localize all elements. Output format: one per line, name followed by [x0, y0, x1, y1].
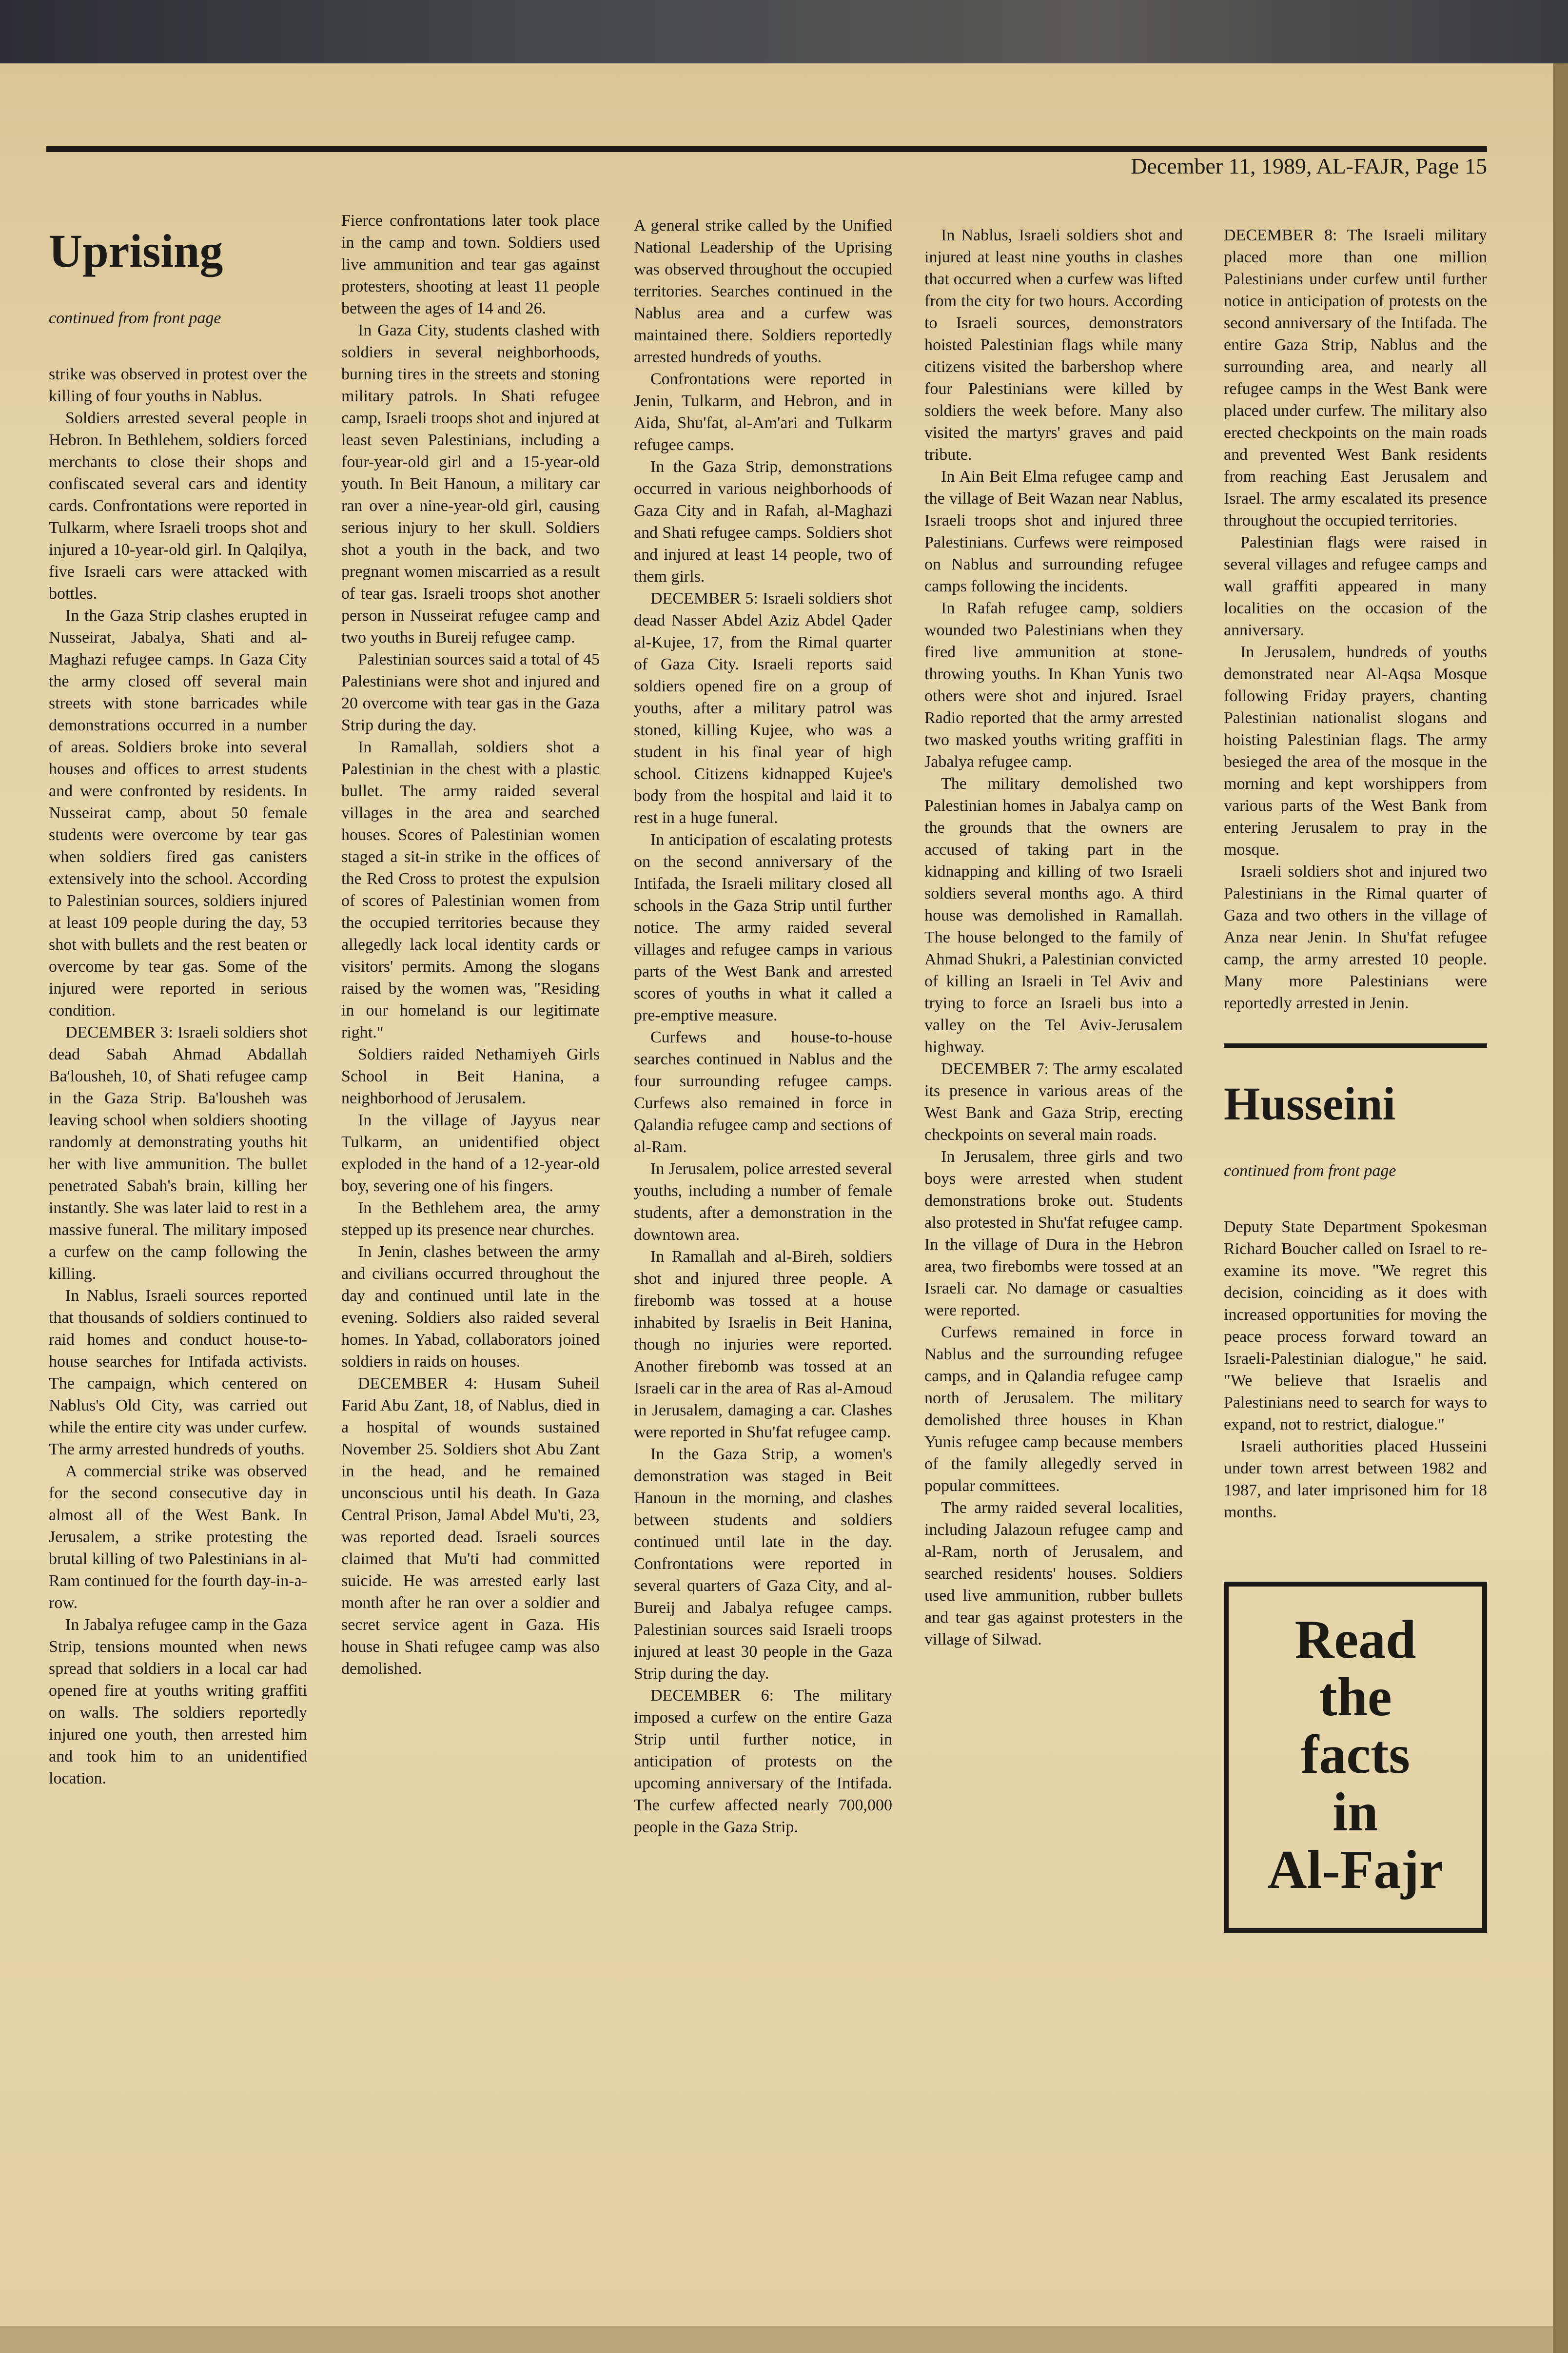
article-paragraph: The army raided several localities, including Jalazoun refugee camp and al-Ram, north of Jerusalem, and searched residents' houses. Soldiers used live ammunition, rubber bullets and tear gas against protesters in the village of Silwad.	[924, 1499, 1183, 1648]
article-paragraph: Palestinian flags were raised in several villages and refugee camps and wall graffiti appeared in many localities on the occasion of the anniversary.	[1224, 533, 1487, 639]
promo-line: the	[1319, 1667, 1392, 1727]
article-paragraph: DECEMBER 4: Husam Suheil Farid Abu Zant, 18, of Nablus, died in a hospital of wounds sustained November 25. Soldiers shot Abu Zant in the head, and he remained unconscious until his death. In Gaza Central Prison, Jamal Abdel Mu'ti, 23, was reported dead. Israeli sources claimed that Mu'ti had committed suicide. He was arrested early last month after he ran over a soldier and secret service agent in Gaza. His house in Shati refugee camp was also demolished.	[341, 1374, 600, 1678]
article-paragraph: A commercial strike was observed for the second consecutive day in almost all of the West Bank. In Jerusalem, a strike protesting the brutal killing of two Palestinians in al-Ram continued for the fourth day-in-a-row.	[49, 1462, 307, 1612]
article-paragraph: In Jerusalem, hundreds of youths demonstrated near Al-Aqsa Mosque following Friday prayers, chanting Palestinian nationalist slogans and hoisting Palestinian flags. The army besieged the area of the mosque in the morning and kept worshippers from various parts of the West Bank from entering Jerusalem to pray in the mosque.	[1224, 643, 1487, 859]
header-rule	[46, 146, 1487, 152]
article-paragraph: DECEMBER 6: The military imposed a curfew on the entire Gaza Strip until further notice, in anticipation of protests on the upcoming anniversary of the Intifada. The curfew affected nearly 700,000 people in the Gaza Strip.	[634, 1686, 892, 1836]
article-paragraph: In Jabalya refugee camp in the Gaza Strip, tensions mounted when news spread that soldiers in a local car had opened fire at youths writing graffiti on walls. The soldiers reportedly injured one youth, then arrested him and took him to an unidentified location.	[49, 1616, 307, 1787]
article-paragraph: The military demolished two Palestinian homes in Jabalya camp on the grounds that the owners are accused of taking part in the kidnapping and killing of two Israeli soldiers several months ago. A third house was demolished in Ramallah. The house belonged to the family of Ahmad Shukri, a Palestinian convicted of killing an Israeli in Tel Aviv and trying to force an Israeli bus into a valley on the Tel Aviv-Jerusalem highway.	[924, 775, 1183, 1056]
article-paragraph: Fierce confrontations later took place in the camp and town. Soldiers used live ammunition and tear gas against protesters, shooting at least 11 people between the ages of 14 and 26.	[341, 212, 600, 317]
article-paragraph: DECEMBER 7: The army escalated its presence in various areas of the West Bank and Gaza Strip, erecting checkpoints on several main roads.	[924, 1060, 1183, 1144]
section-divider	[1224, 1043, 1487, 1048]
article-paragraph: In the Bethlehem area, the army stepped up its presence near churches.	[341, 1199, 600, 1239]
promo-line: Read	[1294, 1609, 1416, 1670]
article-paragraph: strike was observed in protest over the killing of four youths in Nablus.	[49, 365, 307, 405]
article-paragraph: In Gaza City, students clashed with soldiers in several neighborhoods, burning tires in the streets and stoning military patrols. In Shati refugee camp, Israeli troops shot and injured at least seven Palestinians, including a four-year-old girl and a 15-year-old youth. In Beit Hanoun, a military car ran over a nine-year-old girl, causing serious injury to her skull. Soldiers shot a youth in the back, and two pregnant women miscarried as a result of tear gas. Israeli troops shot another person in Nusseirat refugee camp and two youths in Bureij refugee camp.	[341, 321, 600, 647]
promo-line: facts	[1301, 1725, 1410, 1785]
article-paragraph: In Ramallah and al-Bireh, soldiers shot and injured three people. A firebomb was tossed at a house inhabited by Israelis in Beit Hanina, though no injuries were reported. Another firebomb was tossed at an Israeli car in the area of Ras al-Amoud in Jerusalem, damaging a car. Clashes were reported in Shu'fat refugee camp.	[634, 1248, 892, 1441]
article-paragraph: Curfews remained in force in Nablus and the surrounding refugee camps, and in Qalandia refugee camp north of Jerusalem. The military demolished three houses in Khan Yunis refugee camp because members of the family allegedly served in popular committees.	[924, 1323, 1183, 1495]
article-paragraph: Confrontations were reported in Jenin, Tulkarm, and Hebron, and in Aida, Shu'fat, al-Am'ari and Tulkarm refugee camps.	[634, 370, 892, 454]
article-paragraph: In the Gaza Strip, a women's demonstration was staged in Beit Hanoun in the morning, and clashes between students and soldiers continued until late in the day. Confrontations were reported in several quarters of Gaza City, and al-Bureij and Jabalya refugee camps. Palestinian sources said Israeli troops injured at least 30 people in the Gaza Strip during the day.	[634, 1445, 892, 1683]
article-paragraph: DECEMBER 8: The Israeli military placed more than one million Palestinians under curfew until further notice in anticipation of protests on the second anniversary of the Intifada. The entire Gaza Strip, Nablus and the surrounding area, and nearly all refugee camps in the West Bank were placed under curfew. The military also erected checkpoints on the main roads and prevented West Bank residents from reaching East Jerusalem and Israel. The army escalated its presence throughout the occupied territories.	[1224, 226, 1487, 529]
article-paragraph: DECEMBER 3: Israeli soldiers shot dead Sabah Ahmad Abdallah Ba'lousheh, 10, of Shati refugee camp in the Gaza Strip. Ba'lousheh was leaving school when soldiers shooting randomly at demonstrating youths hit her with live ammunition. The bullet penetrated Sabah's brain, killing her instantly. She was later laid to rest in a massive funeral. The military imposed a curfew on the camp following the killing.	[49, 1023, 307, 1283]
article-paragraph: In Jerusalem, three girls and two boys were arrested when student demonstrations broke out. Students also protested in Shu'fat refugee camp. In the village of Dura in the Hebron area, two firebombs were tossed at an Israeli car. No damage or casualties were reported.	[924, 1148, 1183, 1319]
uprising-headline: Uprising	[49, 225, 223, 277]
article-paragraph: DECEMBER 5: Israeli soldiers shot dead Nasser Abdel Aziz Abdel Qader al-Kujee, 17, from the Rimal quarter of Gaza City. Israeli reports said soldiers opened fire on a group of youths, after a military patrol was stoned, killing Kujee, who was a student in his final year of high school. Citizens kidnapped Kujee's body from the hospital and laid it to rest in a huge funeral.	[634, 589, 892, 827]
article-paragraph: In Jerusalem, police arrested several youths, including a number of female students, after a demonstration in the downtown area.	[634, 1160, 892, 1244]
page-binding-edge	[1553, 63, 1568, 2353]
article-paragraph: Deputy State Department Spokesman Richard Boucher called on Israel to re-examine its move. "We regret this decision, coinciding as it does with increased opportunities for moving the peace process forward toward an Israeli-Palestinian dialogue," he said. "We believe that Israelis and Palestinians need to search for ways to expand, not to restrict, dialogue."	[1224, 1218, 1487, 1433]
article-paragraph: In Ramallah, soldiers shot a Palestinian in the chest with a plastic bullet. The army raided several villages in the area and searched houses. Scores of Palestinian women staged a sit-in strike in the offices of the Red Cross to protest the expulsion of scores of Palestinian women from the occupied territories because they allegedly lack local identity cards or visitors' permits. Among the slogans raised by the women was, "Residing in our homeland is our legitimate right."	[341, 738, 600, 1041]
page-bottom-edge	[0, 2326, 1553, 2353]
article-paragraph: In Jenin, clashes between the army and civilians occurred throughout the day and continued until late in the evening. Soldiers also raided several homes. In Yabad, collaborators joined soldiers in raids on houses.	[341, 1243, 600, 1371]
husseini-continued-note: continued from front page	[1224, 1162, 1396, 1180]
column-3	[634, 215, 892, 1838]
article-paragraph: A general strike called by the Unified National Leadership of the Uprising was observed throughout the occupied territories. Searches continued in the Nablus area and a curfew was maintained there. Soldiers reportedly arrested hundreds of youths.	[634, 216, 892, 366]
article-paragraph: Palestinian sources said a total of 45 Palestinians were shot and injured and 20 overcome with tear gas in the Gaza Strip during the day.	[341, 650, 600, 734]
article-paragraph: In the Gaza Strip, demonstrations occurred in various neighborhoods of Gaza City and in Rafah, al-Maghazi and Shati refugee camps. Soldiers shot and injured at least 14 people, two of them girls.	[634, 458, 892, 586]
column-2	[341, 210, 600, 1680]
article-paragraph: Soldiers raided Nethamiyeh Girls School in Beit Hanina, a neighborhood of Jerusalem.	[341, 1045, 600, 1107]
article-paragraph: In Nablus, Israeli soldiers shot and injured at least nine youths in clashes that occurred when a curfew was lifted from the city for two hours. According to Israeli sources, demonstrators hoisted Palestinian flags while many citizens visited the barbershop where four Palestinians were killed by soldiers the week before. Many also visited the martyrs' graves and paid tribute.	[924, 226, 1183, 464]
article-paragraph: In Ain Beit Elma refugee camp and the village of Beit Wazan near Nablus, Israeli troops shot and injured three Palestinians. Curfews were reimposed on Nablus and surrounding refugee camps following the incidents.	[924, 468, 1183, 595]
article-paragraph: In Nablus, Israeli sources reported that thousands of soldiers continued to raid homes and conduct house-to-house searches for Intifada activists. The campaign, which centered on Nablus's Old City, was carried out while the entire city was under curfew. The army arrested hundreds of youths.	[49, 1287, 307, 1458]
article-paragraph: In the village of Jayyus near Tulkarm, an unidentified object exploded in the hand of a 12-year-old boy, severing one of his fingers.	[341, 1111, 600, 1195]
column-5	[1224, 224, 1487, 1933]
article-paragraph: Israeli authorities placed Husseini under town arrest between 1982 and 1987, and later imprisoned him for 18 months.	[1224, 1437, 1487, 1521]
column-4	[924, 224, 1183, 1650]
article-paragraph: In the Gaza Strip clashes erupted in Nusseirat, Jabalya, Shati and al-Maghazi refugee camps. In Gaza City the army closed off several main streets with stone barricades while demonstrations occurred in a number of areas. Soldiers broke into several houses and offices to arrest students and were confronted by residents. In Nusseirat camp, about 50 female students were overcome by tear gas when soldiers fired gas canisters extensively into the school. According to Palestinian sources, soldiers injured at least 109 people during the day, 53 shot with bullets and the rest beaten or overcome by tear gas. Some of the injured were reported in serious condition.	[49, 607, 307, 1020]
husseini-headline: Husseini	[1224, 1078, 1396, 1130]
promo-line: Al-Fajr	[1267, 1840, 1444, 1900]
column-1	[49, 224, 307, 1789]
uprising-continued-note: continued from front page	[49, 309, 221, 327]
article-paragraph: In anticipation of escalating protests on the second anniversary of the Intifada, the Israeli military closed all schools in the Gaza Strip until further notice. The army raided several villages and refugee camps in various parts of the West Bank and arrested scores of youths in what it called a pre-emptive measure.	[634, 831, 892, 1024]
article-paragraph: Soldiers arrested several people in Hebron. In Bethlehem, soldiers forced merchants to close their shops and confiscated several cars and identity cards. Confrontations were reported in Tulkarm, where Israeli troops shot and injured a 10-year-old girl. In Qalqilya, five Israeli cars were attacked with bottles.	[49, 409, 307, 603]
article-paragraph: Israeli soldiers shot and injured two Palestinians in the Rimal quarter of Gaza and two others in the village of Anza near Jenin. In Shu'fat refugee camp, the army arrested 10 people. Many more Palestinians were reportedly arrested in Jenin.	[1224, 863, 1487, 1012]
article-paragraph: Curfews and house-to-house searches continued in Nablus and the four surrounding refugee camps. Curfews also remained in force in Qalandia refugee camp and sections of al-Ram.	[634, 1028, 892, 1156]
al-fajr-promo-box	[1224, 1582, 1487, 1933]
article-paragraph: In Rafah refugee camp, soldiers wounded two Palestinians when they fired live ammunition at stone-throwing youths. In Khan Yunis two others were shot and injured. Israel Radio reported that the army arrested two masked youths writing graffiti in Jabalya refugee camp.	[924, 599, 1183, 771]
promo-line: in	[1333, 1782, 1378, 1843]
page-header-dateline: December 11, 1989, AL-FAJR, Page 15	[1131, 154, 1487, 178]
scan-background-top	[0, 0, 1568, 73]
